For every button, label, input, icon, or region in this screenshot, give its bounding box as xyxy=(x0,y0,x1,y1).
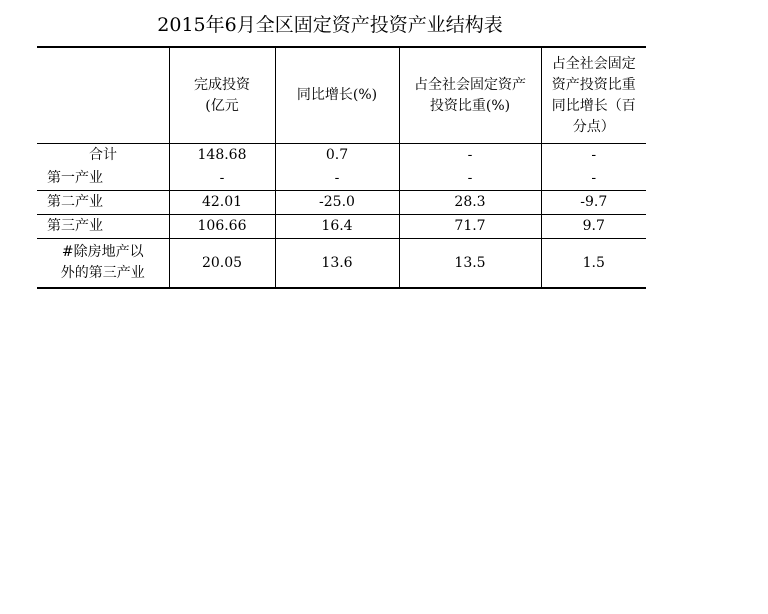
header-blank-cell xyxy=(37,47,169,144)
cell-value: 13.5 xyxy=(399,239,541,289)
header-line: 同比增长(%) xyxy=(296,87,378,103)
table-header-row xyxy=(37,47,646,144)
header-line: 完成投资 xyxy=(194,76,250,93)
cell-value: - xyxy=(541,167,646,191)
table-row xyxy=(37,191,646,215)
cell-value: 16.4 xyxy=(275,215,399,239)
header-completed-investment xyxy=(169,47,275,144)
table-title: 2015年6月全区固定资产投资产业结构表 xyxy=(157,14,503,36)
cell-value: 1.5 xyxy=(541,239,646,289)
table-row xyxy=(37,239,646,289)
row-label: 合计 xyxy=(89,147,117,163)
header-line: 投资比重(%) xyxy=(429,97,511,114)
row-label xyxy=(37,239,169,289)
cell-value: - xyxy=(541,144,646,168)
row-label: 第一产业 xyxy=(47,170,103,186)
header-line: 同比增长（百 xyxy=(551,97,636,114)
cell-value: 106.66 xyxy=(169,215,275,239)
cell-value: 42.01 xyxy=(169,191,275,215)
row-label: 第三产业 xyxy=(47,218,103,234)
cell-value: -25.0 xyxy=(275,191,399,215)
header-line: 占全社会固定 xyxy=(551,55,636,72)
cell-value: 0.7 xyxy=(275,144,399,168)
cell-value: 13.6 xyxy=(275,239,399,289)
cell-value: 71.7 xyxy=(399,215,541,239)
header-line: 资产投资比重 xyxy=(551,76,636,93)
cell-value: 148.68 xyxy=(169,144,275,168)
table-row xyxy=(37,167,646,191)
cell-value: 20.05 xyxy=(169,239,275,289)
table-row xyxy=(37,144,646,168)
cell-value: - xyxy=(169,167,275,191)
header-share xyxy=(399,47,541,144)
header-yoy-growth xyxy=(275,47,399,144)
header-share-change xyxy=(541,47,646,144)
header-line: 占全社会固定资产 xyxy=(414,76,526,93)
cell-value: -9.7 xyxy=(541,191,646,215)
header-line: (亿元 xyxy=(205,97,239,114)
cell-value: 28.3 xyxy=(399,191,541,215)
investment-structure-table xyxy=(37,46,646,289)
cell-value: - xyxy=(399,167,541,191)
cell-value: - xyxy=(275,167,399,191)
row-label-line: #除房地产以 xyxy=(61,244,144,260)
row-label-line: 外的第三产业 xyxy=(60,265,145,281)
row-label: 第二产业 xyxy=(47,194,103,210)
cell-value: - xyxy=(399,144,541,168)
header-line: 分点） xyxy=(572,118,615,135)
table-row xyxy=(37,215,646,239)
cell-value: 9.7 xyxy=(541,215,646,239)
